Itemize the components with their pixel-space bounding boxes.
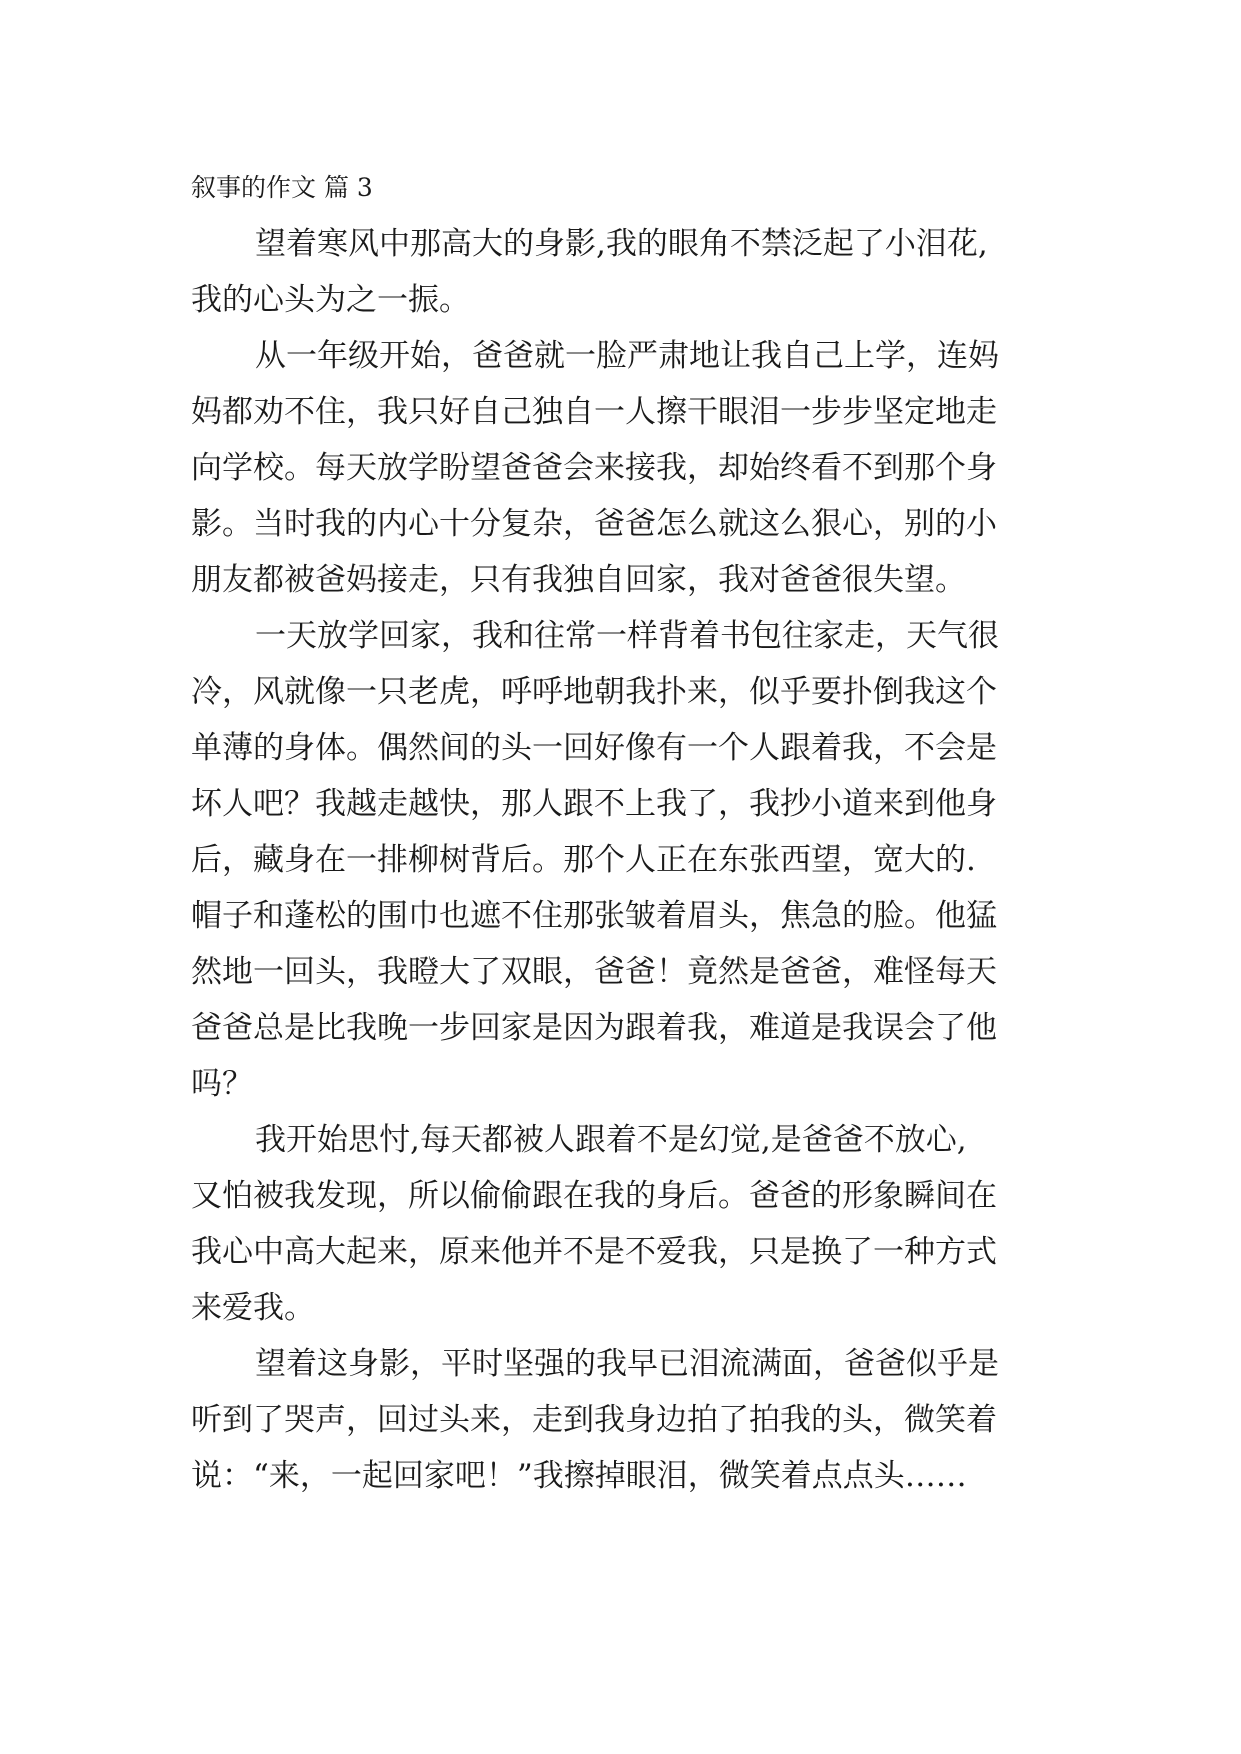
text-line: 我的心头为之一振。 xyxy=(191,282,470,318)
text-line: 爸爸总是比我晚一步回家是因为跟着我，难道是我误会了他 xyxy=(191,1010,997,1046)
text-line: 然地一回头，我瞪大了双眼，爸爸！竟然是爸爸，难怪每天 xyxy=(191,954,997,990)
text-line: 又怕被我发现，所以偷偷跟在我的身后。爸爸的形象瞬间在 xyxy=(191,1178,997,1214)
text-line: 望着寒风中那高大的身影,我的眼角不禁泛起了小泪花, xyxy=(255,226,988,262)
paragraph xyxy=(191,216,1053,328)
text-line: 说：“来，一起回家吧！”我擦掉眼泪，微笑着点点头…… xyxy=(191,1458,967,1494)
text-line: 一天放学回家，我和往常一样背着书包往家走，天气很 xyxy=(255,618,999,654)
text-line: 我开始思忖,每天都被人跟着不是幻觉,是爸爸不放心, xyxy=(255,1122,967,1158)
paragraph xyxy=(191,328,1053,608)
text-line: 单薄的身体。偶然间的头一回好像有一个人跟着我，不会是 xyxy=(191,730,997,766)
text-line: 朋友都被爸妈接走，只有我独自回家，我对爸爸很失望。 xyxy=(191,562,966,598)
text-line: 我心中高大起来，原来他并不是不爱我，只是换了一种方式 xyxy=(191,1234,997,1270)
paragraph xyxy=(191,1336,1053,1504)
text-line: 后，藏身在一排柳树背后。那个人正在东张西望，宽大的. xyxy=(191,842,976,878)
document-title: 叙事的作文 篇 3 xyxy=(191,173,373,202)
text-line: 向学校。每天放学盼望爸爸会来接我，却始终看不到那个身 xyxy=(191,450,997,486)
text-line: 从一年级开始，爸爸就一脸严肃地让我自己上学，连妈 xyxy=(255,338,999,374)
text-line: 坏人吧？我越走越快，那人跟不上我了，我抄小道来到他身 xyxy=(191,786,997,822)
text-line: 妈都劝不住，我只好自己独自一人擦干眼泪一步步坚定地走 xyxy=(191,394,997,430)
text-line: 吗？ xyxy=(191,1066,253,1102)
paragraph xyxy=(191,608,1053,1112)
text-line: 来爱我。 xyxy=(191,1290,315,1326)
document-page xyxy=(191,160,1053,1504)
text-line: 听到了哭声，回过头来，走到我身边拍了拍我的头，微笑着 xyxy=(191,1402,997,1438)
paragraph xyxy=(191,1112,1053,1336)
text-line: 冷，风就像一只老虎，呼呼地朝我扑来，似乎要扑倒我这个 xyxy=(191,674,997,710)
text-line: 影。当时我的内心十分复杂，爸爸怎么就这么狠心，别的小 xyxy=(191,506,997,542)
text-line: 帽子和蓬松的围巾也遮不住那张皱着眉头，焦急的脸。他猛 xyxy=(191,898,997,934)
text-line: 望着这身影，平时坚强的我早已泪流满面，爸爸似乎是 xyxy=(255,1346,999,1382)
